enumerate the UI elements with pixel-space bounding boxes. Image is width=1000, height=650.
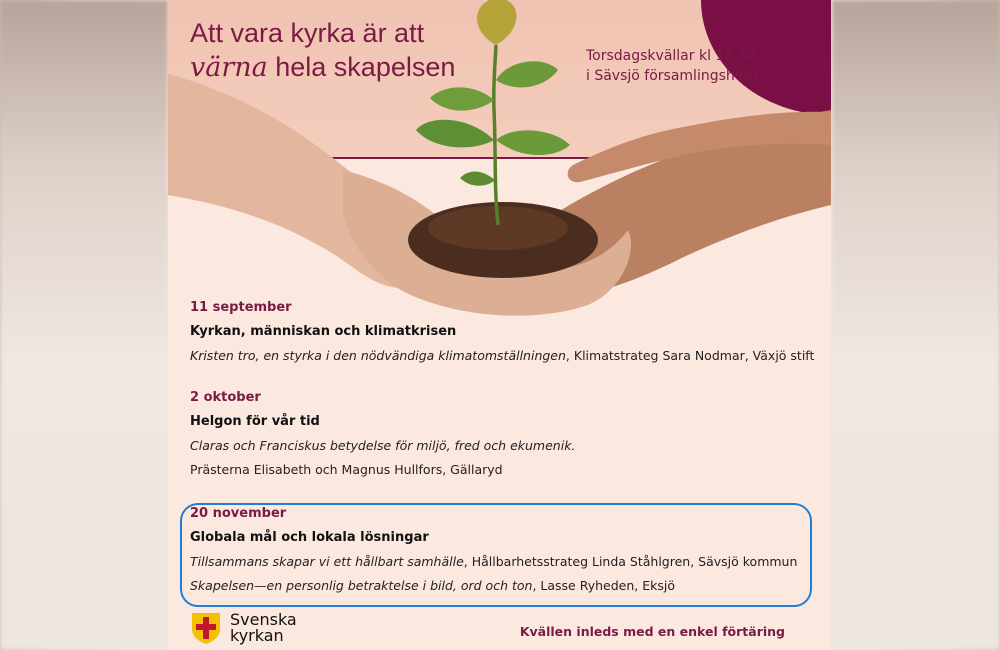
poster-title bbox=[190, 16, 510, 85]
svenska-kyrkan-logo bbox=[190, 611, 297, 645]
logo-line1: Svenska bbox=[230, 610, 297, 629]
event-speaker: Prästerna Elisabeth och Magnus Hullfors, Gällaryd bbox=[190, 462, 503, 477]
event-schedule bbox=[586, 46, 786, 86]
schedule-location: i Sävsjö församlingshem bbox=[586, 68, 758, 84]
logo-text bbox=[230, 612, 297, 644]
church-crest-icon bbox=[190, 611, 222, 645]
event-description bbox=[190, 438, 820, 453]
title-emphasis: värna bbox=[190, 52, 268, 83]
event-item bbox=[190, 300, 820, 363]
event-talk-title: Kristen tro, en styrka i den nödvändiga klimatomställningen bbox=[190, 348, 566, 363]
schedule-time: Torsdagskvällar kl 18:30 bbox=[586, 48, 756, 64]
event-title: Kyrkan, människan och klimatkrisen bbox=[190, 324, 457, 339]
title-line2 bbox=[190, 50, 510, 85]
logo-line2: kyrkan bbox=[230, 626, 284, 645]
event-date: 2 oktober bbox=[190, 390, 261, 405]
event-description bbox=[190, 348, 820, 363]
blurred-background-left bbox=[0, 0, 168, 650]
blurred-background-right bbox=[832, 0, 1000, 650]
event-speaker: , Lasse Ryheden, Eksjö bbox=[532, 578, 675, 593]
event-date: 11 september bbox=[190, 300, 292, 315]
title-line1: Att vara kyrka är att bbox=[190, 18, 425, 48]
event-talk-title: Skapelsen—en personlig betraktelse i bild, ord och ton bbox=[190, 578, 533, 593]
event-talk-title: Claras och Franciskus betydelse för miljö, fred och ekumenik. bbox=[190, 438, 576, 453]
event-speaker: , Hållbarhetsstrateg Linda Ståhlgren, Sävsjö kommun bbox=[463, 554, 798, 569]
event-date: 20 november bbox=[190, 506, 287, 521]
event-item bbox=[190, 390, 820, 477]
event-speaker: , Klimatstrateg Sara Nodmar, Växjö stift bbox=[565, 348, 815, 363]
highlight-annotation bbox=[180, 503, 812, 607]
event-title: Helgon för vår tid bbox=[190, 414, 320, 429]
refreshments-note: Kvällen inleds med en enkel förtäring bbox=[519, 624, 785, 639]
title-line2-rest: hela skapelsen bbox=[267, 52, 456, 82]
event-talk-title: Tillsammans skapar vi ett hållbart samhälle bbox=[190, 554, 464, 569]
event-title: Globala mål och lokala lösningar bbox=[190, 530, 429, 545]
